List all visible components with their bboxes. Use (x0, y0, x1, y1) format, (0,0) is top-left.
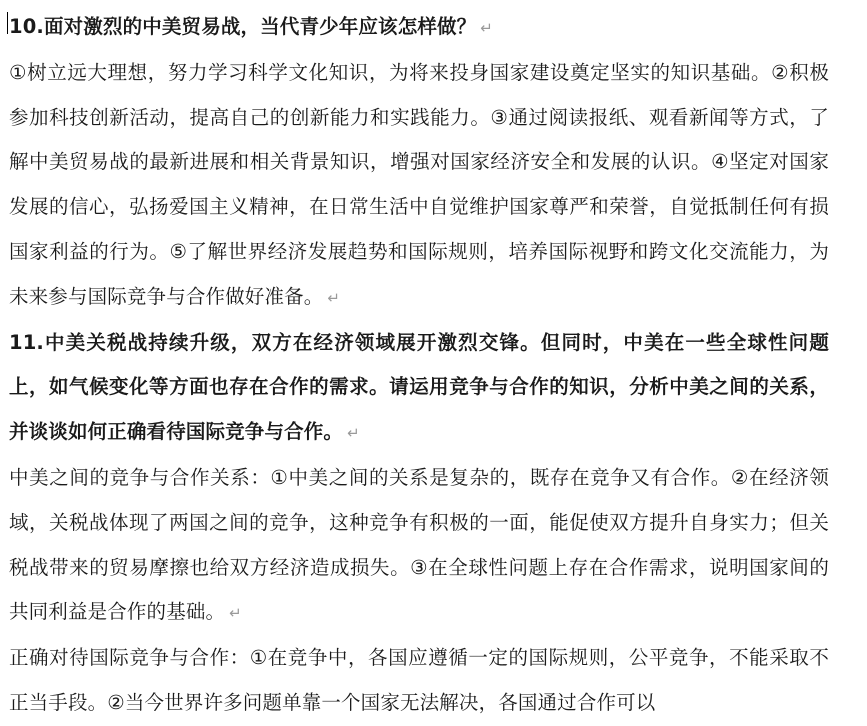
question-10-text: 10.面对激烈的中美贸易战，当代青少年应该怎样做？ (9, 15, 477, 38)
answer-11-relationship-text: 中美之间的竞争与合作关系：①中美之间的关系是复杂的，既存在竞争又有合作。②在经济领域，关税战体现了两国之间的竞争，这种竞争有积极的一面，能促使双方提升自身实力；但关税战带来的贸易摩擦也给双方经济造成损失。③在全球性问题上存在合作需求，说明国家间的共同利益是合作的基础。 (9, 465, 829, 624)
text-cursor (7, 12, 8, 34)
answer-10 (9, 51, 829, 321)
question-11-text: 11.中美关税战持续升级，双方在经济领域展开激烈交锋。但同时，中美在一些全球性问题上，如气候变化等方面也存在合作的需求。请运用竞争与合作的知识，分析中美之间的关系，并谈谈如何正确看待国际竞争与合作。 (9, 330, 829, 444)
document-page[interactable] (9, 5, 829, 726)
answer-11-attitude (9, 636, 829, 726)
paragraph-mark-icon: ↵ (347, 424, 360, 443)
answer-11-relationship (9, 456, 829, 636)
answer-10-text: ①树立远大理想，努力学习科学文化知识，为将来投身国家建设奠定坚实的知识基础。②积极参加科技创新活动，提高自己的创新能力和实践能力。③通过阅读报纸、观看新闻等方式，了解中美贸易战的最新进展和相关背景知识，增强对国家经济安全和发展的认识。④坚定对国家发展的信心，弘扬爱国主义精神，在日常生活中自觉维护国家尊严和荣誉，自觉抵制任何有损国家利益的行为。⑤了解世界经济发展趋势和国际规则，培养国际视野和跨文化交流能力，为未来参与国际竞争与合作做好准备。 (9, 60, 829, 308)
paragraph-mark-icon: ↵ (229, 604, 242, 623)
question-10 (9, 5, 829, 51)
paragraph-mark-icon: ↵ (327, 288, 341, 307)
answer-11-attitude-text: 正确对待国际竞争与合作：①在竞争中，各国应遵循一定的国际规则，公平竞争，不能采取不正当手段。②当今世界许多问题单靠一个国家无法解决，各国通过合作可以 (9, 646, 829, 714)
question-11 (9, 321, 829, 456)
paragraph-mark-icon: ↵ (480, 19, 494, 37)
